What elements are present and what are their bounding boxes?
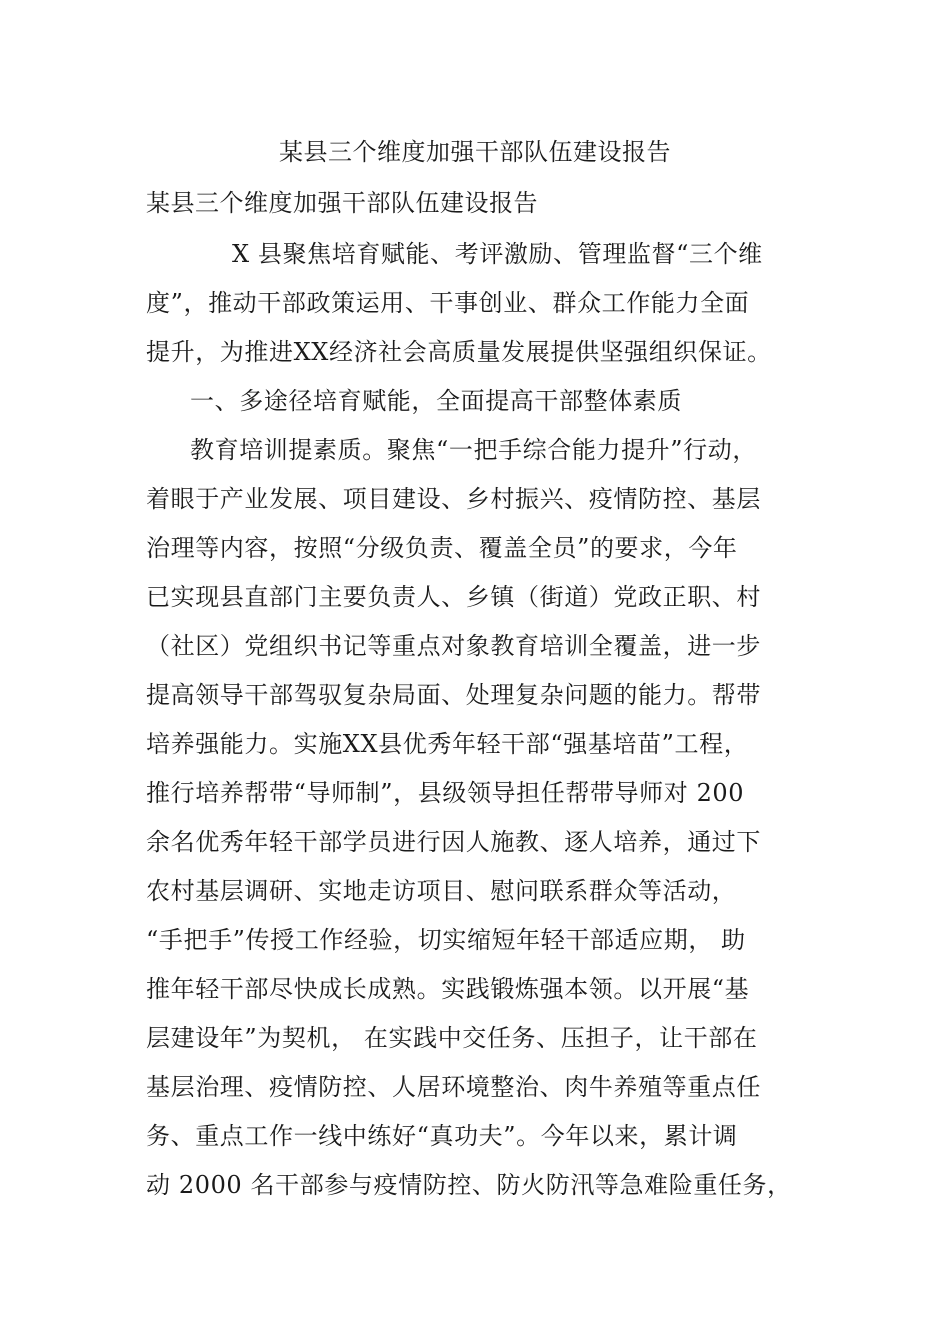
paragraph-line: 培养强能力。实施XX县优秀年轻干部“强基培苗”工程， [146,730,749,758]
paragraph-line: 农村基层调研、实地走访项目、慰问联系群众等活动， [146,877,737,905]
paragraph-line: X 县聚焦培育赋能、考评激励、管理监督“三个维 [232,240,763,268]
document-title: 某县三个维度加强干部队伍建设报告 [279,138,671,166]
paragraph-line: 推年轻干部尽快成长成熟。实践锻炼强本领。以开展“基 [146,975,750,1003]
paragraph-line: 推行培养帮带“导师制”，县级领导担任帮带导师对 200 [146,779,745,807]
paragraph-line: （社区）党组织书记等重点对象教育培训全覆盖，进一步 [146,632,761,660]
paragraph-line: 务、重点工作一线中练好“真功夫”。今年以来，累计调 [146,1122,738,1150]
paragraph-line: 提高领导干部驾驭复杂局面、处理复杂问题的能力。帮带 [146,681,761,709]
section-heading: 一、多途径培育赋能，全面提高干部整体素质 [190,387,682,415]
paragraph-line: “手把手”传授工作经验，切实缩短年轻干部适应期， 助 [146,926,746,954]
paragraph-line: 层建设年”为契机， 在实践中交任务、压担子，让干部在 [146,1024,758,1052]
document-subtitle: 某县三个维度加强干部队伍建设报告 [146,189,538,217]
paragraph-line: 已实现县直部门主要负责人、乡镇（街道）党政正职、村 [146,583,761,611]
paragraph-line: 提升，为推进XX经济社会高质量发展提供坚强组织保证。 [146,338,772,366]
paragraph-line: 余名优秀年轻干部学员进行因人施教、逐人培养，通过下 [146,828,761,856]
paragraph-line: 教育培训提素质。聚焦“一把手综合能力提升”行动， [190,436,757,464]
paragraph-line: 治理等内容，按照“分级负责、覆盖全员”的要求，今年 [146,534,738,562]
paragraph-line: 度”，推动干部政策运用、干事创业、群众工作能力全面 [146,289,750,317]
paragraph-line: 着眼于产业发展、项目建设、乡村振兴、疫情防控、基层 [146,485,761,513]
paragraph-line: 基层治理、疫情防控、人居环境整治、肉牛养殖等重点任 [146,1073,761,1101]
paragraph-line: 动 2000 名干部参与疫情防控、防火防汛等急难险重任务， [146,1171,792,1199]
